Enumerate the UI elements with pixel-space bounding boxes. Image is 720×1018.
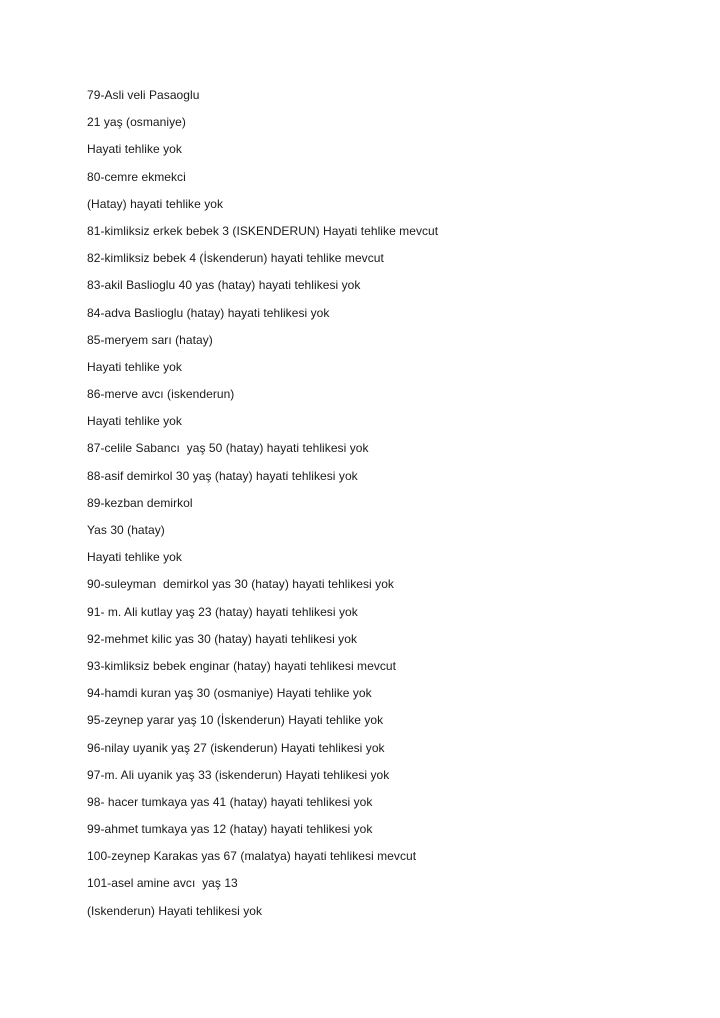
text-line: 99-ahmet tumkaya yas 12 (hatay) hayati tehlikesi yok [87, 822, 373, 837]
text-line: 93-kimliksiz bebek enginar (hatay) hayati tehlikesi mevcut [87, 658, 397, 673]
text-line: 96-nilay uyanik yaş 27 (iskenderun) Hayati tehlikesi yok [87, 740, 385, 755]
text-line: 21 yaş (osmaniye) [87, 115, 186, 130]
text-line: 97-m. Ali uyanik yaş 33 (iskenderun) Hayati tehlikesi yok [87, 767, 390, 782]
text-line: 83-akil Baslioglu 40 yas (hatay) hayati tehlikesi yok [87, 278, 361, 293]
text-line: (Hatay) hayati tehlike yok [87, 196, 224, 211]
text-line: (Iskenderun) Hayati tehlikesi yok [87, 903, 263, 918]
text-line: 87-celile Sabancı yaş 50 (hatay) hayati tehlikesi yok [87, 441, 369, 456]
text-line: 86-merve avcı (iskenderun) [87, 387, 235, 402]
text-line: 81-kimliksiz erkek bebek 3 (ISKENDERUN) Hayati tehlike mevcut [87, 223, 439, 238]
text-line: 80-cemre ekmekci [87, 169, 186, 184]
text-line: 95-zeynep yarar yaş 10 (İskenderun) Hayati tehlike yok [87, 713, 384, 728]
text-line: Hayati tehlike yok [87, 142, 182, 157]
text-line: Yas 30 (hatay) [87, 523, 165, 537]
text-line: 85-meryem sarı (hatay) [87, 332, 213, 347]
text-line: 79-Asli veli Pasaoglu [87, 88, 200, 102]
document-lines [87, 85, 687, 928]
text-line: 89-kezban demirkol [87, 495, 193, 510]
text-line: 92-mehmet kilic yas 30 (hatay) hayati tehlikesi yok [87, 631, 357, 646]
text-line: 98- hacer tumkaya yas 41 (hatay) hayati tehlikesi yok [87, 794, 373, 809]
text-line: Hayati tehlike yok [87, 414, 182, 429]
text-line: 84-adva Baslioglu (hatay) hayati tehlikesi yok [87, 305, 330, 320]
text-line: Hayati tehlike yok [87, 550, 182, 565]
text-line: 101-asel amine avcı yaş 13 [87, 876, 238, 891]
text-line: 88-asif demirkol 30 yaş (hatay) hayati tehlikesi yok [87, 468, 358, 483]
text-line: 90-suleyman demirkol yas 30 (hatay) hayati tehlikesi yok [87, 577, 394, 592]
text-line: 100-zeynep Karakas yas 67 (malatya) hayati tehlikesi mevcut [87, 849, 417, 864]
text-line: 94-hamdi kuran yaş 30 (osmaniye) Hayati tehlike yok [87, 686, 372, 701]
text-line: Hayati tehlike yok [87, 359, 182, 374]
text-line: 91- m. Ali kutlay yaş 23 (hatay) hayati tehlikesi yok [87, 604, 358, 619]
text-line: 82-kimliksiz bebek 4 (İskenderun) hayati tehlike mevcut [87, 251, 384, 266]
